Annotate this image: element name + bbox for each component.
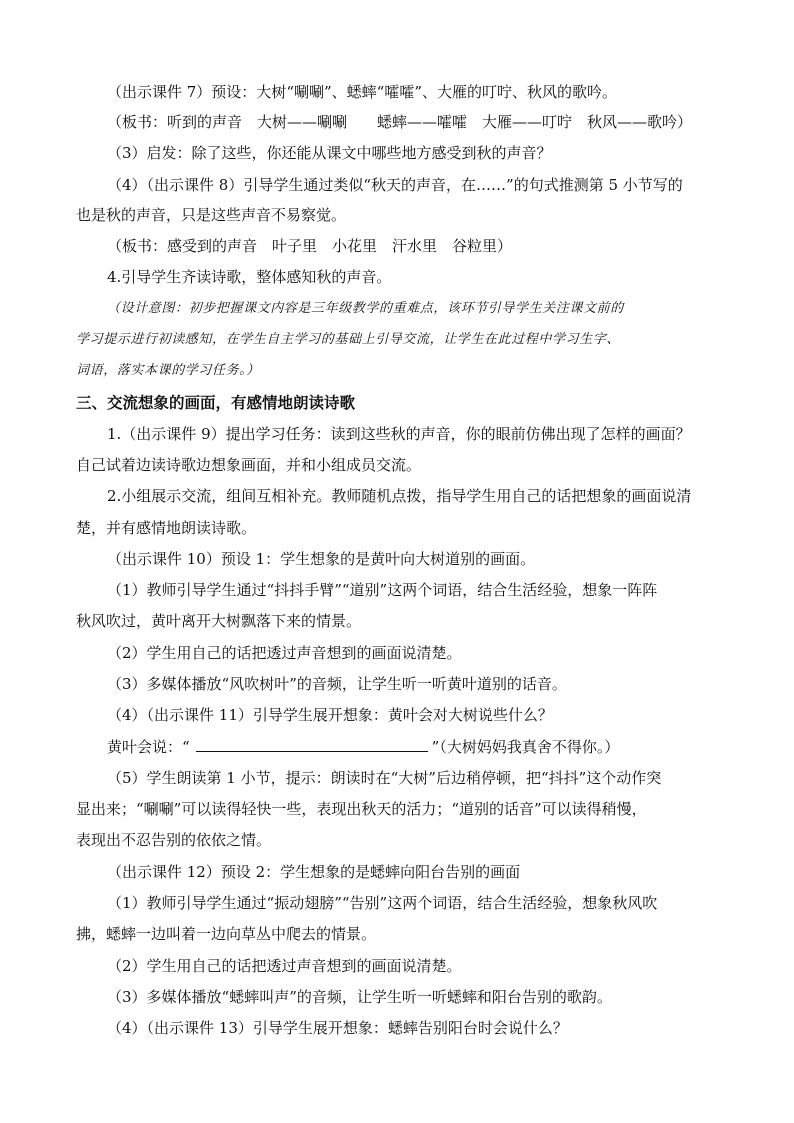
fill-in-line bbox=[107, 737, 619, 757]
text-line: 1.（出示课件 9）提出学习任务：读到这些秋的声音，你的眼前仿佛出现了怎样的画面？ bbox=[107, 425, 691, 443]
text-line: （出示课件 7）预设：大树“唰唰”、蟋蟀“嚯嚯”、大雁的叮咛、秋风的歌吟。 bbox=[107, 83, 617, 101]
fill-in-suffix: ”（大树妈妈我真舍不得你。） bbox=[431, 738, 620, 756]
text-line: （3）启发：除了这些，你还能从课文中哪些地方感受到秋的声音？ bbox=[107, 144, 552, 162]
text-line: （4）（出示课件 13）引导学生展开想象：蟋蟀告别阳台时会说什么？ bbox=[107, 1019, 568, 1037]
text-line: 自己试着边读诗歌边想象画面，并和小组成员交流。 bbox=[76, 456, 422, 474]
text-line: （1）教师引导学生通过“振动翅膀”“告别”这两个词语，结合生活经验，想象秋风吹 bbox=[107, 894, 658, 912]
text-line: 拂，蟋蟀一边叫着一边向草丛中爬去的情景。 bbox=[76, 925, 377, 943]
text-line: （3）多媒体播放“蟋蟀叫声”的音频，让学生听一听蟋蟀和阳台告别的歌韵。 bbox=[107, 988, 612, 1006]
text-line: （3）多媒体播放“风吹树叶”的音频，让学生听一听黄叶道别的话音。 bbox=[107, 675, 567, 693]
text-line: （4）（出示课件 11）引导学生展开想象：黄叶会对大树说些什么？ bbox=[107, 706, 553, 724]
text-line: （4）（出示课件 8）引导学生通过类似“秋天的声音，在……”的句式推测第 5 小节写的 bbox=[107, 176, 683, 194]
text-line: （出示课件 10）预设 1：学生想象的是黄叶向大树道别的画面。 bbox=[107, 550, 536, 568]
text-line: 显出来；“唰唰”可以读得轻快一些，表现出秋天的活力；“道别的话音”可以读得稍慢， bbox=[76, 800, 647, 818]
text-line: （2）学生用自己的话把透过声音想到的画面说清楚。 bbox=[107, 957, 462, 975]
text-line: （板书：听到的声音 大树——唰唰 蟋蟀——嚯嚯 大雁——叮咛 秋风——歌吟） bbox=[107, 113, 693, 131]
text-line: （1）教师引导学生通过“抖抖手臂”“道别”这两个词语，结合生活经验，想象一阵阵 bbox=[107, 581, 658, 599]
text-line: （板书：感受到的声音 叶子里 小花里 汗水里 谷粒里） bbox=[107, 237, 513, 255]
design-note-line: 词语，落实本课的学习任务。） bbox=[76, 363, 260, 378]
text-line: （出示课件 12）预设 2：学生想象的是蟋蟀向阳台告别的画面 bbox=[107, 863, 521, 881]
text-line: 2.小组展示交流，组间互相补充。教师随机点拨，指导学生用自己的话把想象的画面说清 bbox=[107, 487, 692, 505]
fill-in-prefix: 黄叶会说：“ bbox=[107, 738, 190, 756]
text-line: 4.引导学生齐读诗歌，整体感知秋的声音。 bbox=[107, 268, 392, 286]
text-line: 秋风吹过，黄叶离开大树飘落下来的情景。 bbox=[76, 612, 362, 630]
text-line: 表现出不忍告别的依依之情。 bbox=[76, 831, 272, 849]
text-line: （5）学生朗读第 1 小节，提示：朗读时在“大树”后边稍停顿，把“抖抖”这个动作突 bbox=[107, 769, 662, 787]
text-line: 也是秋的声音，只是这些声音不易察觉。 bbox=[76, 206, 347, 224]
text-line: 楚，并有感情地朗读诗歌。 bbox=[76, 519, 257, 537]
text-line: （2）学生用自己的话把透过声音想到的画面说清楚。 bbox=[107, 644, 462, 662]
design-note-line: （设计意图：初步把握课文内容是三年级教学的重难点，该环节引导学生关注课文前的 bbox=[107, 301, 624, 316]
section-heading: 三、交流想象的画面，有感情地朗读诗歌 bbox=[76, 393, 356, 412]
design-note-line: 学习提示进行初读感知，在学生自主学习的基础上引导交流，让学生在此过程中学习生字、 bbox=[76, 332, 621, 347]
answer-blank bbox=[196, 737, 428, 752]
